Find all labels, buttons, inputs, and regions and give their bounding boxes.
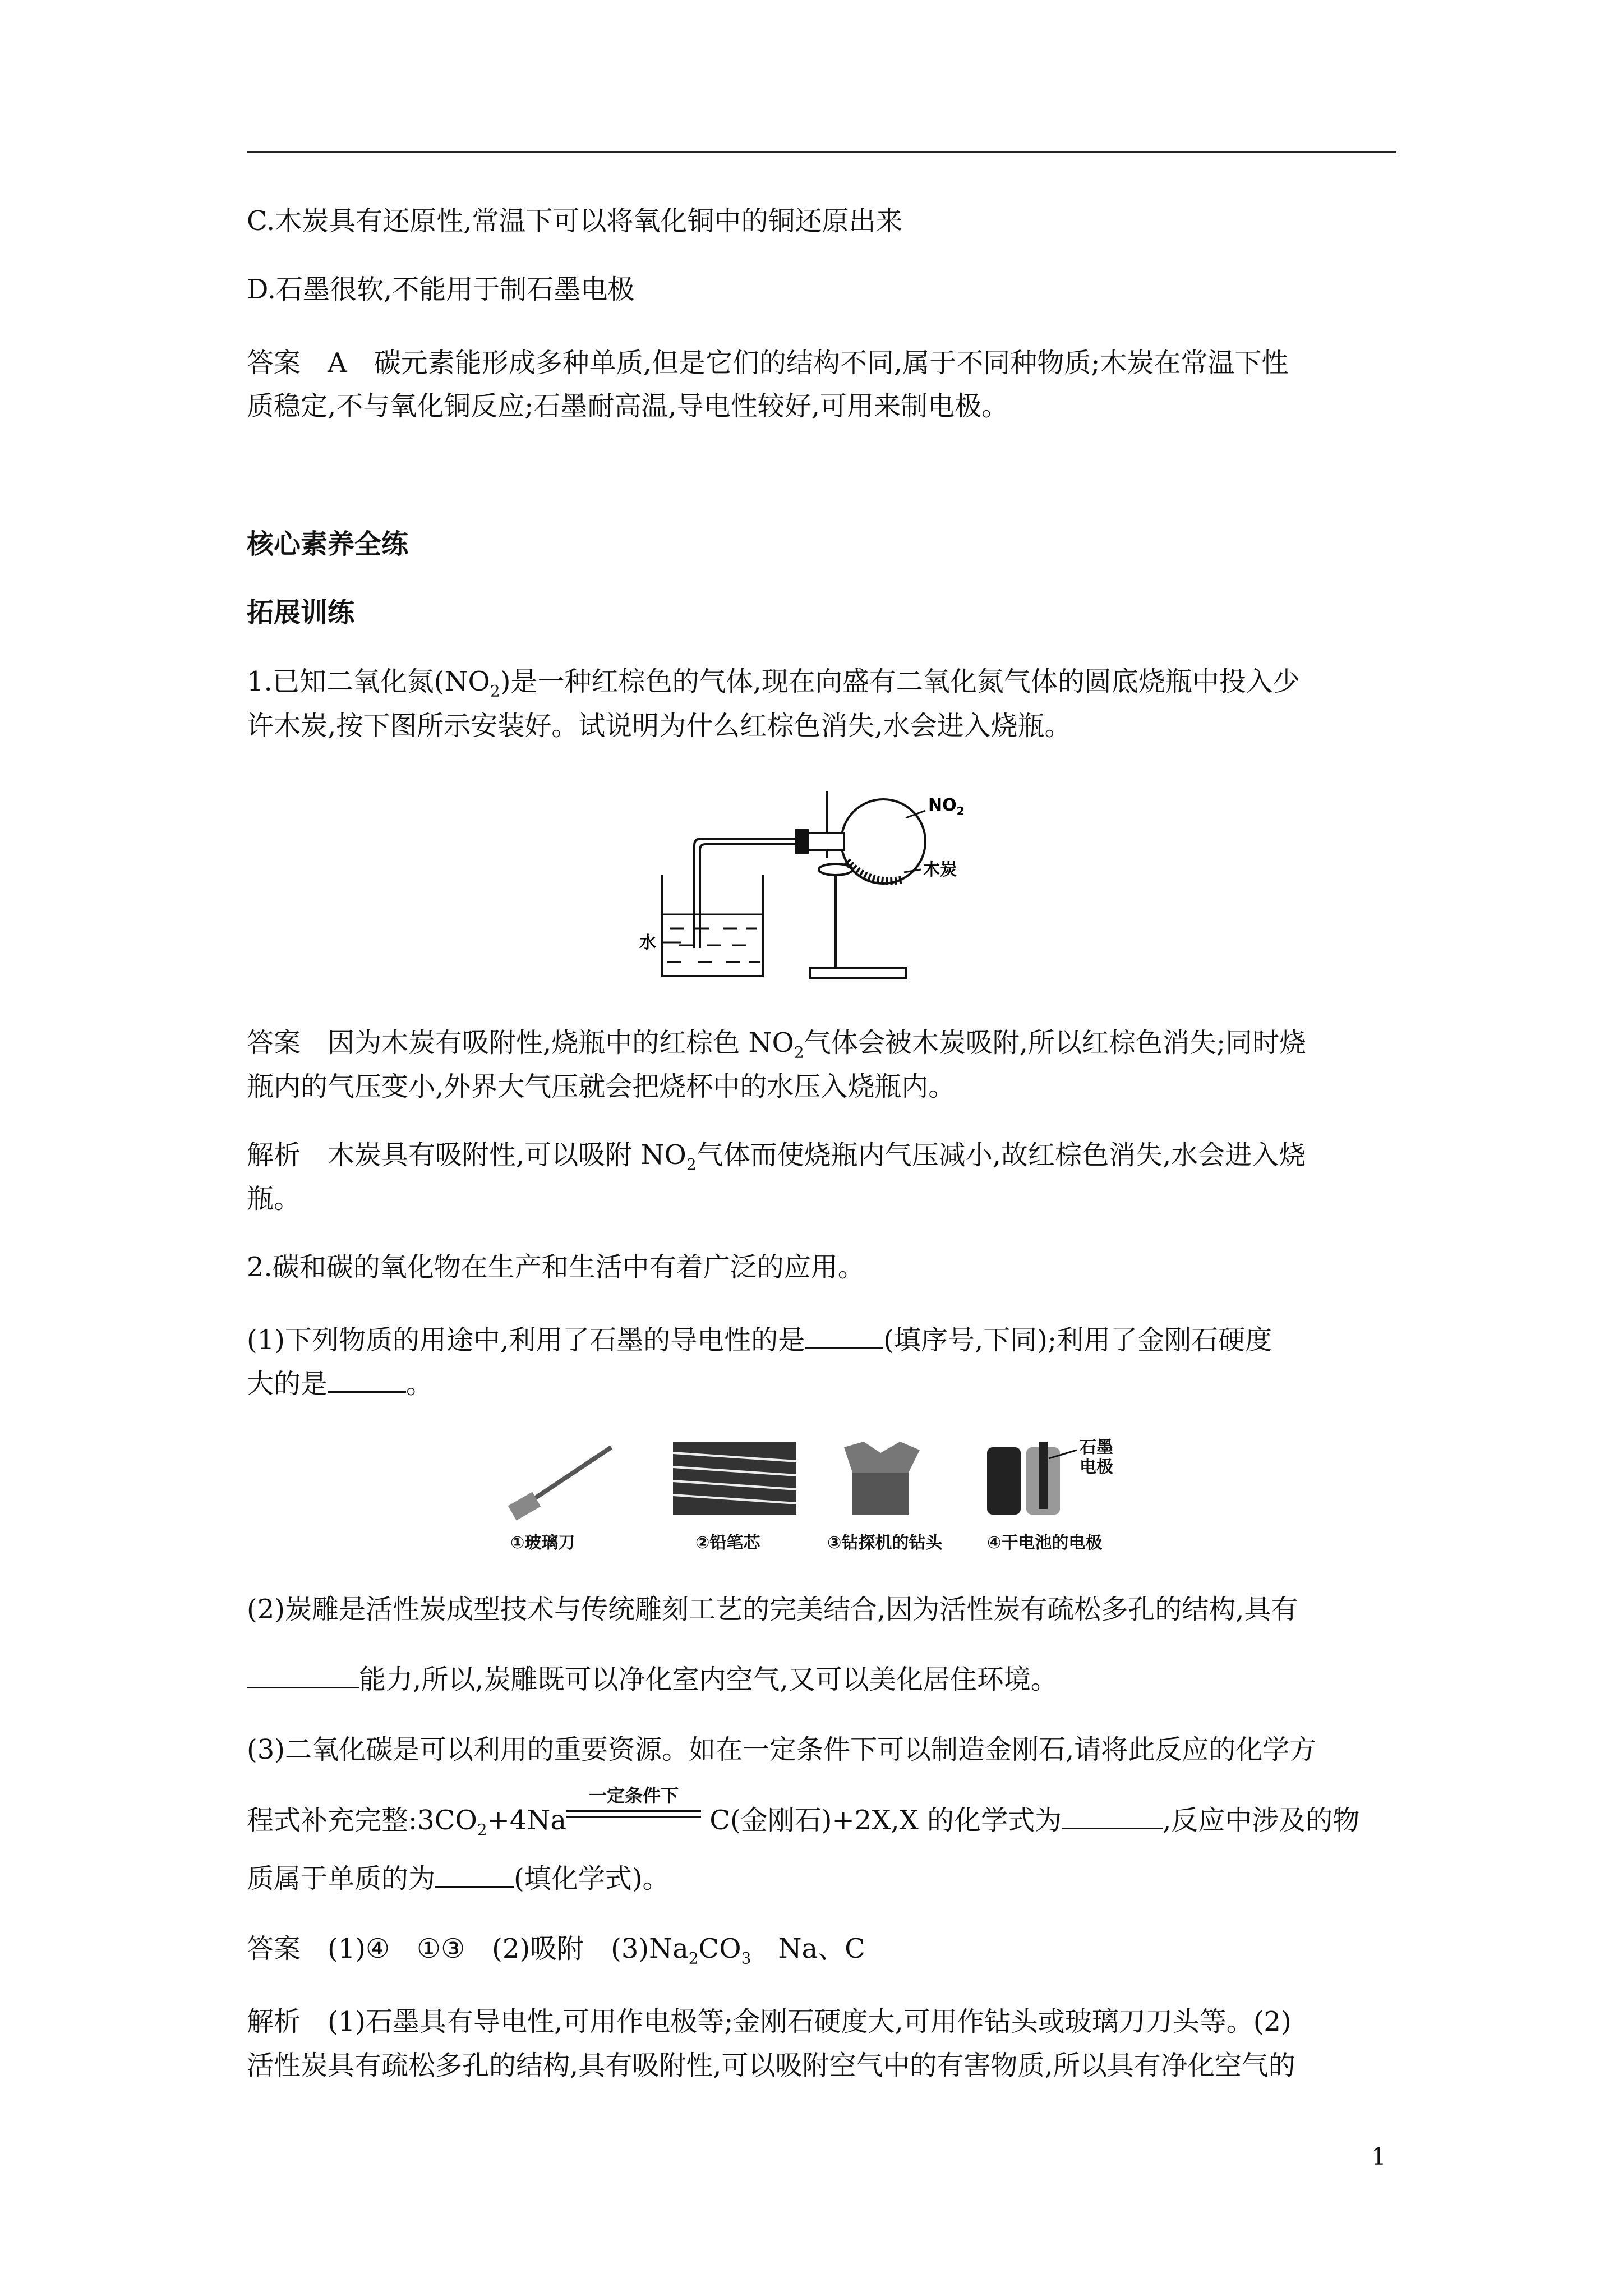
reaction-condition: 一定条件下 — [566, 1801, 701, 1829]
caption-battery-electrode: ④干电池的电极 — [987, 1533, 1103, 1553]
section-title: 核心素养全练 — [247, 528, 409, 560]
question-2-3: (3)二氧化碳是可以利用的重要资源。如在一定条件下可以制造金刚石,请将此反应的化学方 — [247, 1734, 1317, 1765]
answer-1-cont: 瓶内的气压变小,外界大气压就会把烧杯中的水压入烧瓶内。 — [247, 1071, 956, 1102]
answer-blank[interactable] — [805, 1325, 883, 1349]
explanation-2: 解析 (1)石墨具有导电性,可用作电极等;金刚石硬度大,可用作钻头或玻璃刀刀头等。(2) — [247, 2006, 1292, 2037]
sub-title: 拓展训练 — [247, 597, 355, 628]
page-number: 1 — [1371, 2143, 1386, 2170]
question-1: 1.已知二氧化氮$(NO_2)$是一种红棕色的气体,现在向盛有二氧化氮气体的圆底烧瓶中投入少 — [247, 666, 1300, 701]
explanation-2-cont: 活性炭具有疏松多孔的结构,具有吸附性,可以吸附空气中的有害物质,所以具有净化空气的 — [247, 2050, 1295, 2081]
question-2-1-cont: 大的是 。 — [247, 1368, 434, 1400]
glass-cutter-image — [508, 1447, 611, 1520]
stand-base — [810, 968, 906, 978]
caption-glass-cutter: ①玻璃刀 — [510, 1533, 575, 1553]
no2-label: $NO_2$ — [928, 795, 965, 818]
stopper — [795, 829, 809, 854]
answer-0: 答案 A 碳元素能形成多种单质,但是它们的结构不同,属于不同种物质;木炭在常温下性 — [247, 347, 1289, 379]
electrode-label: 电极 — [1080, 1457, 1113, 1477]
flask-neck — [808, 833, 844, 850]
uses-figure — [494, 1436, 1144, 1559]
answer-0-cont: 质稳定,不与氧化铜反应;石墨耐高温,导电性较好,可用来制电极。 — [247, 390, 1008, 422]
question-2-2-cont: 能力,所以,炭雕既可以净化室内空气,又可以美化居住环境。 — [247, 1652, 1385, 1707]
question-2-3-equation: 程式补充完整$:3CO_2+4Na$ 一定条件下 C(金刚石)+2X,X 的化学式为 ,反应中涉及的物 — [247, 1785, 1360, 1839]
water-lines — [667, 928, 760, 962]
explanation-1-cont: 瓶。 — [247, 1183, 301, 1214]
water-label: 水 — [639, 933, 656, 953]
pencil-leads-image — [673, 1442, 796, 1515]
question-2-3-cont: 质属于单质的为 (填化学式)。 — [247, 1863, 670, 1894]
answer-2: 答案 (1)④ ①③ (2)吸附 $(3)Na_2CO_3$ Na、C — [247, 1933, 865, 1968]
option-d: D.石墨很软,不能用于制石墨电极 — [247, 274, 635, 305]
explanation-1: 解析 木炭具有吸附性,可以吸附 $NO_2$气体而使烧瓶内气压减小,故红棕色消失,水会进入烧 — [247, 1139, 1306, 1174]
header-rule — [247, 151, 1396, 153]
caption-drill-bit: ③钻探机的钻头 — [827, 1533, 943, 1553]
answer-blank[interactable] — [1062, 1805, 1163, 1829]
question-1-cont: 许木炭,按下图所示安装好。试说明为什么红棕色消失,水会进入烧瓶。 — [247, 710, 1072, 742]
drill-bit-image — [844, 1442, 920, 1515]
beaker — [662, 875, 763, 976]
question-2-1: (1)下列物质的用途中,利用了石墨的导电性的是 (填序号,下同);利用了金刚石硬度 — [247, 1324, 1272, 1356]
answer-blank[interactable] — [328, 1369, 406, 1393]
question-2: 2.碳和碳的氧化物在生产和生活中有着广泛的应用。 — [247, 1251, 865, 1283]
question-2-2: (2)炭雕是活性炭成型技术与传统雕刻工艺的完美结合,因为活性炭有疏松多孔的结构,具有 — [247, 1594, 1298, 1625]
answer-1: 答案 因为木炭有吸附性,烧瓶中的红棕色 $NO_2$气体会被木炭吸附,所以红棕色消失;同时烧 — [247, 1027, 1307, 1062]
answer-blank[interactable] — [435, 1864, 514, 1888]
answer-blank[interactable] — [247, 1664, 359, 1688]
clamp — [819, 864, 852, 875]
option-c: C.木炭具有还原性,常温下可以将氧化铜中的铜还原出来 — [247, 205, 903, 237]
caption-pencil-lead: ②铅笔芯 — [695, 1533, 760, 1553]
glass-tube — [694, 839, 795, 948]
charcoal-label: 木炭 — [923, 860, 957, 880]
electrode-label: 石墨 — [1080, 1438, 1113, 1457]
battery-image — [987, 1438, 1113, 1515]
apparatus-figure — [639, 780, 981, 993]
